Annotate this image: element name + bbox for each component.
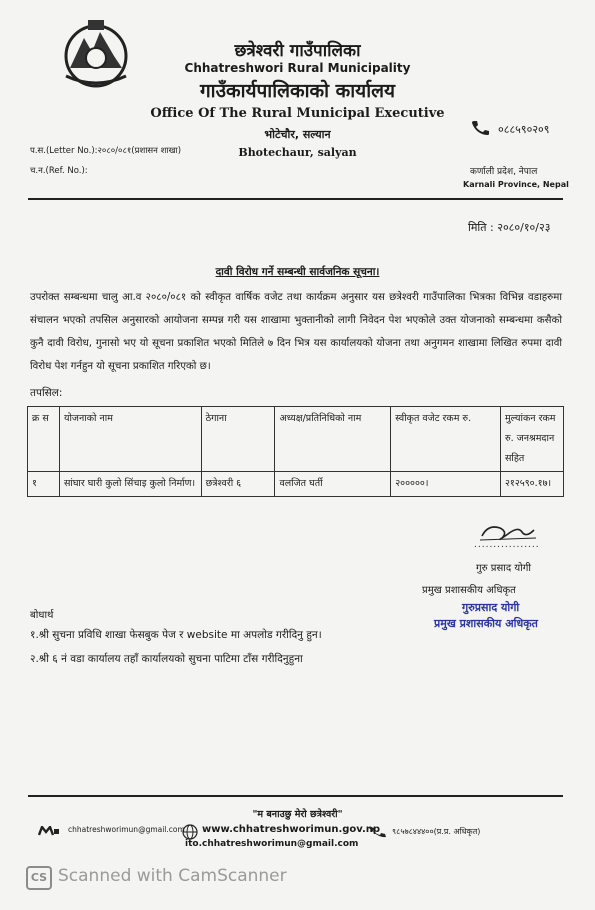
province-en: Karnali Province, Nepal xyxy=(463,180,569,189)
cc-label: बोधार्थ xyxy=(30,610,54,621)
footer-email-secondary: ito.chhatreshworimun@gmail.com xyxy=(185,839,359,849)
office-name-np: गाउँकार्यपालिकाको कार्यालय xyxy=(199,80,396,102)
notice-subject: दावी विरोध गर्ने सम्बन्धी सार्वजनिक सूचना। xyxy=(215,266,380,278)
header-divider xyxy=(28,198,563,200)
table-header-cell: मुल्यांकन रकम रु. जनश्रमदान सहित xyxy=(500,407,563,472)
office-phone: ०८८५९०२०९ xyxy=(498,123,550,136)
province-np: कर्णाली प्रदेश, नेपाल xyxy=(470,167,538,177)
table-cell: छत्रेश्वरी ६ xyxy=(201,472,275,497)
table-header-cell: ठेगाना xyxy=(201,407,275,472)
table-header-row xyxy=(28,407,564,472)
address-np: भोटेचौर, सल्यान xyxy=(264,128,331,141)
table-header-cell: क्र स xyxy=(28,407,60,472)
table-cell: वलजित घर्ती xyxy=(275,472,391,497)
table-cell: २०००००। xyxy=(391,472,501,497)
cc-item: २.श्री ६ नं वडा कार्यालय तहाँ कार्यालयको सुचना पाटिमा टाँस गरीदिनुहुना xyxy=(30,653,303,665)
document-date: मिति : २०८०/१०/२३ xyxy=(468,221,551,234)
table-cell: २१२५९०.१७। xyxy=(500,472,563,497)
footer-email: chhatreshworimun@gmail.com xyxy=(68,825,185,834)
stamp-title: प्रमुख प्रशासकीय अधिकृत xyxy=(434,617,538,630)
footer-tagline: "म बनाउछु मेरो छत्रेश्वरी" xyxy=(252,809,343,820)
camscanner-logo-icon: CS xyxy=(26,866,52,890)
table-header-cell: अध्यक्ष/प्रतिनिधिको नाम xyxy=(275,407,391,472)
table-row xyxy=(28,472,564,497)
phone-icon xyxy=(470,120,492,136)
address-en: Bhotechaur, salyan xyxy=(238,146,357,159)
footer-website[interactable]: www.chhatreshworimun.gov.np xyxy=(202,824,381,835)
letter-number: प.स.(Letter No.):२०८०/०८१(प्रशासन शाखा) xyxy=(30,146,182,156)
scanner-watermark: Scanned with CamScanner xyxy=(58,866,287,886)
table-header-cell: स्वीकृत वजेट रकम रु. xyxy=(391,407,501,472)
table-cell: सांघार घारी कुलो सिंचाइ कुलो निर्माण। xyxy=(59,472,201,497)
signature-line: ................. xyxy=(474,540,540,550)
reference-number: च.न.(Ref. No.): xyxy=(30,166,88,176)
stamp-name: गुरुप्रसाद योगी xyxy=(462,601,520,614)
notice-body: उपरोक्त सम्बन्धमा चालु आ.व २०८०/०८१ को स्वीकृत वार्षिक वजेट तथा कार्यक्रम अनुसार यस छत्रेश्वरी गाउँपालिका भित्रका विभिन्न वडाहरुमा संचालन भएको तपसिल अनुसारको आयोजना सम्पन्न गरी यस शाखामा भुक्तानीको लागी निवेदन पेश भएकोले उक्त योजनाको सम्बन्धमा कसैको कुनै दावी विरोध, गुनासो भए यो सूचना प्रकाशित भएको मितिले ७ दिन भित्र यस कार्यालयको योजना तथा अनुगमन शाखामा लिखित रुपमा दावी विरोध पेश गर्नहुन यो सूचना प्रकाशित गरिएको छ। xyxy=(30,292,562,372)
footer-divider xyxy=(28,795,563,797)
mail-icon xyxy=(38,826,60,836)
project-table xyxy=(27,406,564,497)
details-label: तपसिल: xyxy=(30,387,63,399)
phone-icon xyxy=(368,826,388,838)
signatory-title: प्रमुख प्रशासकीय अधिकृत xyxy=(422,585,516,596)
municipality-name-np: छत्रेश्वरी गाउँपालिका xyxy=(234,41,361,61)
footer-phone: ९८५७८४४४००(प्र.प्र. अधिकृत) xyxy=(392,827,481,836)
table-header-cell: योजनाको नाम xyxy=(59,407,201,472)
municipality-name-en: Chhatreshwori Rural Municipality xyxy=(184,61,411,75)
globe-icon xyxy=(182,824,198,840)
cc-item: १.श्री सुचना प्रविधि शाखा फेसबुक पेज र website मा अपलोड गरीदिनु हुन। xyxy=(30,629,322,641)
signatory-name: गुरु प्रसाद योगी xyxy=(476,563,531,574)
office-name-en: Office Of The Rural Municipal Executive xyxy=(150,106,445,121)
table-cell: १ xyxy=(28,472,60,497)
